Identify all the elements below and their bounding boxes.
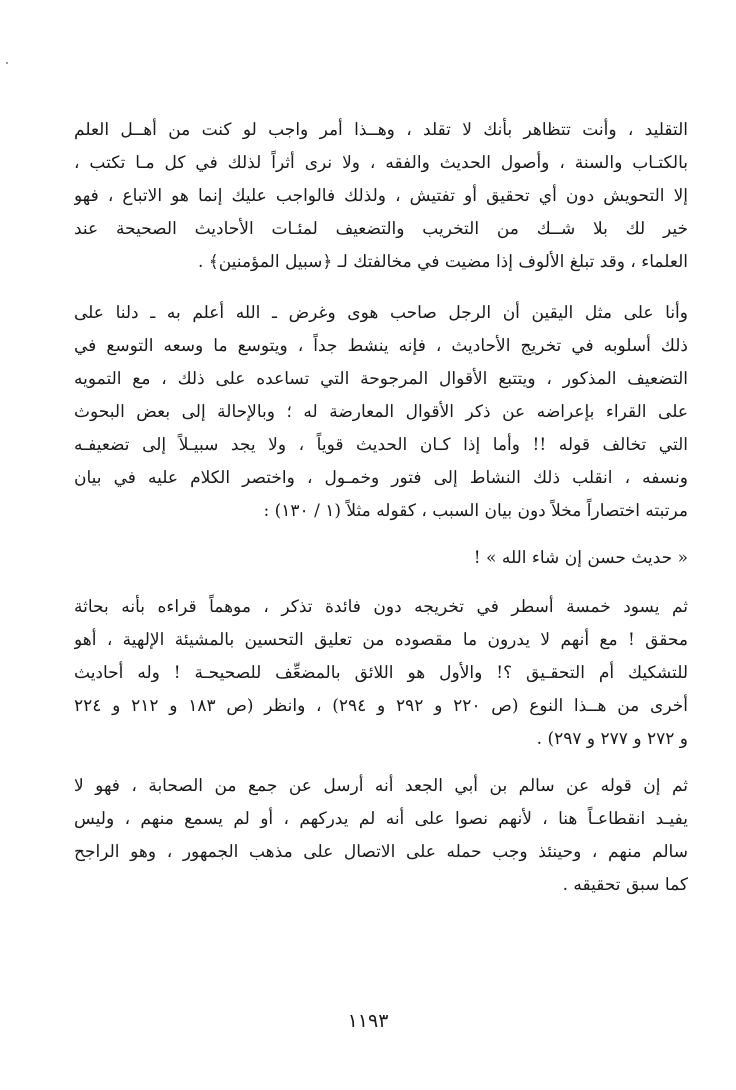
page-number: ١١٩٣ — [347, 1010, 389, 1032]
paragraph-2 — [74, 297, 688, 528]
text-line: سالم منهم ، وحينئذ وجب حمله على الاتصال على مذهب الجمهور ، وهو الراجح — [74, 842, 688, 862]
text-line: التضعيف المذكور ، ويتتبع الأقوال المرجوحة التي تساعده على ذلك ، مع التمويه — [74, 369, 688, 389]
text-line: « حديث حسن إن شاء الله » ! — [473, 548, 688, 568]
text-line: التقليد ، وأنت تتظاهر بأنك لا تقلد ، وهــذا أمر واجب لو كنت من أهــل العلم — [74, 120, 688, 140]
paragraph-3-quote — [74, 542, 688, 575]
text-line: كما سبق تحقيقه . — [562, 875, 688, 895]
text-line: ثم يسود خمسة أسطر في تخريجه دون فائدة تذكر ، موهماً قراءه بأنه بحاثة — [74, 597, 688, 617]
text-line: إلا التحويش دون أي تحقيق أو تفتيش ، ولذلك فالواجب عليك إنما هو الاتباع ، فهو — [74, 186, 688, 206]
text-line: ثم إن قوله عن سالم بن أبي الجعد أنه أرسل عن جمع من الصحابة ، فهو لا — [74, 776, 688, 796]
text-line: التي تخالف قوله !! وأما إذا كـان الحديث قوياً ، ولا يجد سبيـلاً إلى تضعيفـه — [74, 435, 688, 455]
text-line: ذلك أسلوبه في تخريج الأحاديث ، فإنه ينشط جداً ، ويتوسع ما وسعه التوسع في — [74, 336, 688, 356]
text-line: بالكتـاب والسنة ، وأصول الحديث والفقه ، ولا نرى أثراً لذلك في كل مـا تكتب ، — [74, 153, 688, 173]
text-line: و ٢٧٢ و ٢٧٧ و ٢٩٧) . — [536, 729, 688, 749]
text-line: مرتبته اختصاراً مخلاً دون بيان السبب ، كقوله مثلاً (١ / ١٣٠) : — [263, 501, 688, 521]
paragraph-1 — [74, 114, 688, 279]
text-line: العلماء ، وقد تبلغ الألوف إذا مضيت في مخالفتك لـ ﴿سبيل المؤمنين﴾ . — [197, 252, 688, 272]
text-line: ونسفه ، انقلب ذلك النشاط إلى فتور وخمـول ، واختصر الكلام عليه في بيان — [74, 468, 688, 488]
text-line: يفيـد انقطاعـاً هنا ، لأنهم نصوا على أنه لم يدركهم ، أو لم يسمع منهم ، وليس — [74, 809, 688, 829]
text-line: على القراء بإعراضه عن ذكر الأقوال المعارضة له ؛ وبالإحالة إلى بعض البحوث — [74, 402, 688, 422]
paragraph-5 — [74, 770, 688, 902]
text-line: محقق ! مع أنهم لا يدرون ما مقصوده من تعليق التحسين بالمشيئة الإلهية ، أهو — [74, 630, 688, 650]
body-text — [74, 114, 688, 902]
paragraph-4 — [74, 591, 688, 756]
text-line: أخرى من هــذا النوع (ص ٢٢٠ و ٢٩٢ و ٢٩٤) ، وانظر (ص ١٨٣ و ٢١٢ و ٢٢٤ — [74, 696, 688, 716]
text-line: للتشكيك أم التحقـيق ؟! والأول هو اللائق بالمضعِّف للصحيحـة ! وله أحاديث — [74, 663, 688, 683]
text-line: خير لك بلا شــك من التخريب والتضعيف لمئـات الأحاديث الصحيحة عند — [74, 219, 688, 239]
text-line: وأنا على مثل اليقين أن الرجل صاحب هوى وغرض ـ الله أعلم به ـ دلنا على — [74, 303, 688, 323]
stray-mark — [6, 62, 8, 64]
